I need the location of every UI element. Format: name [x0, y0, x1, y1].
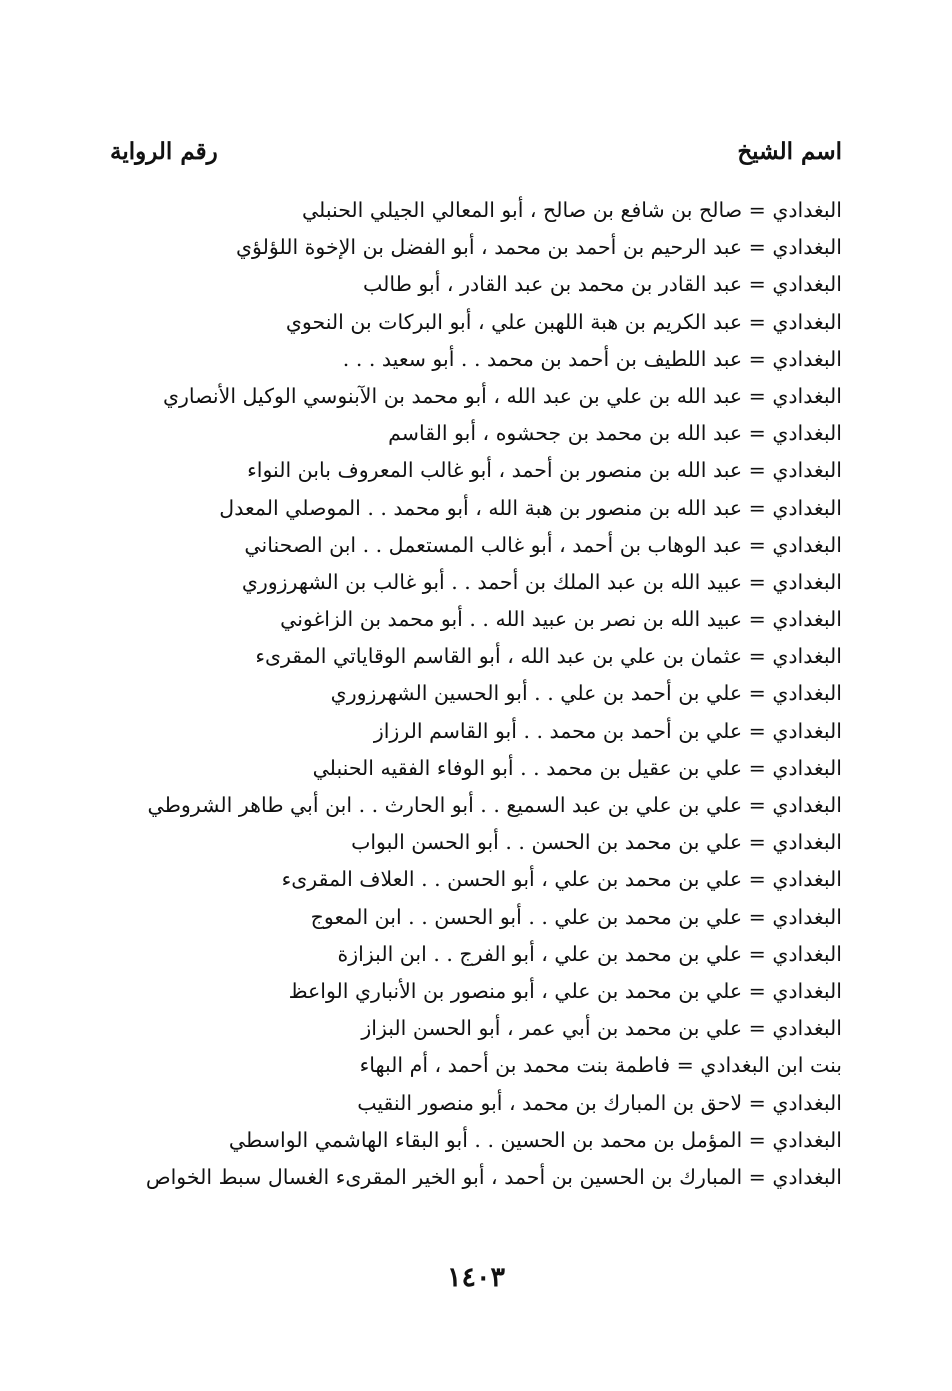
sheikh-entry: البغدادي = علي بن علي بن عبد السميع . . أبو الحارث . . ابن أبي طاهر الشروطي: [147, 793, 842, 817]
sheikh-entry: البغدادي = عبد الوهاب بن أحمد ، أبو غالب المستعمل . . ابن الصحناني: [244, 532, 842, 557]
sheikh-entry: البغدادي = علي بن أحمد بن علي . . أبو الحسين الشهرزوري: [330, 681, 842, 706]
sheikh-entry: البغدادي = عبد الله بن منصور بن أحمد ، أبو غالب المعروف بابن النواء: [247, 458, 842, 483]
sheikh-entry: البغدادي = المؤمل بن محمد بن الحسين . . أبو البقاء الهاشمي الواسطي: [228, 1127, 842, 1152]
sheikh-entry: البغدادي = عبد الكريم بن هبة اللهبن علي ، أبو البركات بن النحوي: [285, 309, 842, 334]
sheikh-entry: البغدادي = علي بن أحمد بن محمد . . أبو القاسم الرزاز: [373, 718, 842, 743]
sheikh-entry: البغدادي = عبد القادر بن محمد بن عبد القادر ، أبو طالب: [362, 272, 842, 297]
sheikh-entry: البغدادي = عبيد الله بن عبد الملك بن أحمد . . أبو غالب بن الشهرزوري: [241, 569, 842, 594]
sheikh-entry: البغدادي = عبد اللطيف بن أحمد بن محمد . . أبو سعيد . . .: [342, 346, 842, 371]
sheikh-entry: البغدادي = عبد الرحيم بن أحمد بن محمد ، أبو الفضل بن الإخوة اللؤلؤي: [235, 235, 842, 260]
sheikh-entry: البغدادي = لاحق بن المبارك بن محمد ، أبو منصور النقيب: [357, 1090, 842, 1115]
sheikh-entries-list: [82, 192, 842, 1196]
sheikh-entry: بنت ابن البغدادي = فاطمة بنت محمد بن أحمد ، أم البهاء: [359, 1053, 842, 1078]
sheikh-entry: البغدادي = عثمان بن علي بن عبد الله ، أبو القاسم الوقاياتي المقرىء: [255, 644, 842, 669]
narration-number-column-header: رقم الرواية: [110, 138, 218, 165]
sheikh-name-column-header: اسم الشيخ: [737, 138, 842, 165]
sheikh-entry: البغدادي = المبارك بن الحسين بن أحمد ، أبو الخير المقرىء الغسال سبط الخواص: [145, 1164, 842, 1189]
page-number: ١٤٠٣: [446, 1262, 505, 1293]
sheikh-entry: البغدادي = علي بن عقيل بن محمد . . أبو الوفاء الفقيه الحنبلي: [312, 755, 842, 780]
sheikh-entry: البغدادي = علي بن محمد بن علي ، أبو الفرج . . ابن البزازة: [337, 941, 842, 966]
sheikh-entry: البغدادي = علي بن محمد بن علي ، أبو الحسن . . العلاف المقرىء: [281, 867, 842, 892]
sheikh-entry: البغدادي = عبد الله بن علي بن عبد الله ، أبو محمد بن الآبنوسي الوكيل الأنصاري: [162, 383, 842, 408]
sheikh-entry: البغدادي = عبد الله بن محمد بن جحشوه ، أبو القاسم: [388, 421, 842, 446]
sheikh-entry: البغدادي = علي بن محمد بن أبي عمر ، أبو الحسن البزاز: [361, 1016, 842, 1041]
sheikh-entry: البغدادي = علي بن محمد بن علي ، أبو منصور بن الأنباري الواعظ: [288, 978, 842, 1003]
sheikh-entry: البغدادي = صالح بن شافع بن صالح ، أبو المعالي الجيلي الحنبلي: [301, 198, 842, 222]
sheikh-entry: البغدادي = علي بن محمد بن الحسن . . أبو الحسن البواب: [351, 830, 842, 855]
sheikh-entry: البغدادي = علي بن محمد بن علي . . أبو الحسن . . ابن المعوج: [310, 904, 842, 929]
sheikh-entry: البغدادي = عبد الله بن منصور بن هبة الله ، أبو محمد . . الموصلي المعدل: [219, 495, 842, 520]
sheikh-entry: البغدادي = عبيد الله بن نصر بن عبيد الله . . أبو محمد بن الزاغوني: [280, 607, 842, 632]
